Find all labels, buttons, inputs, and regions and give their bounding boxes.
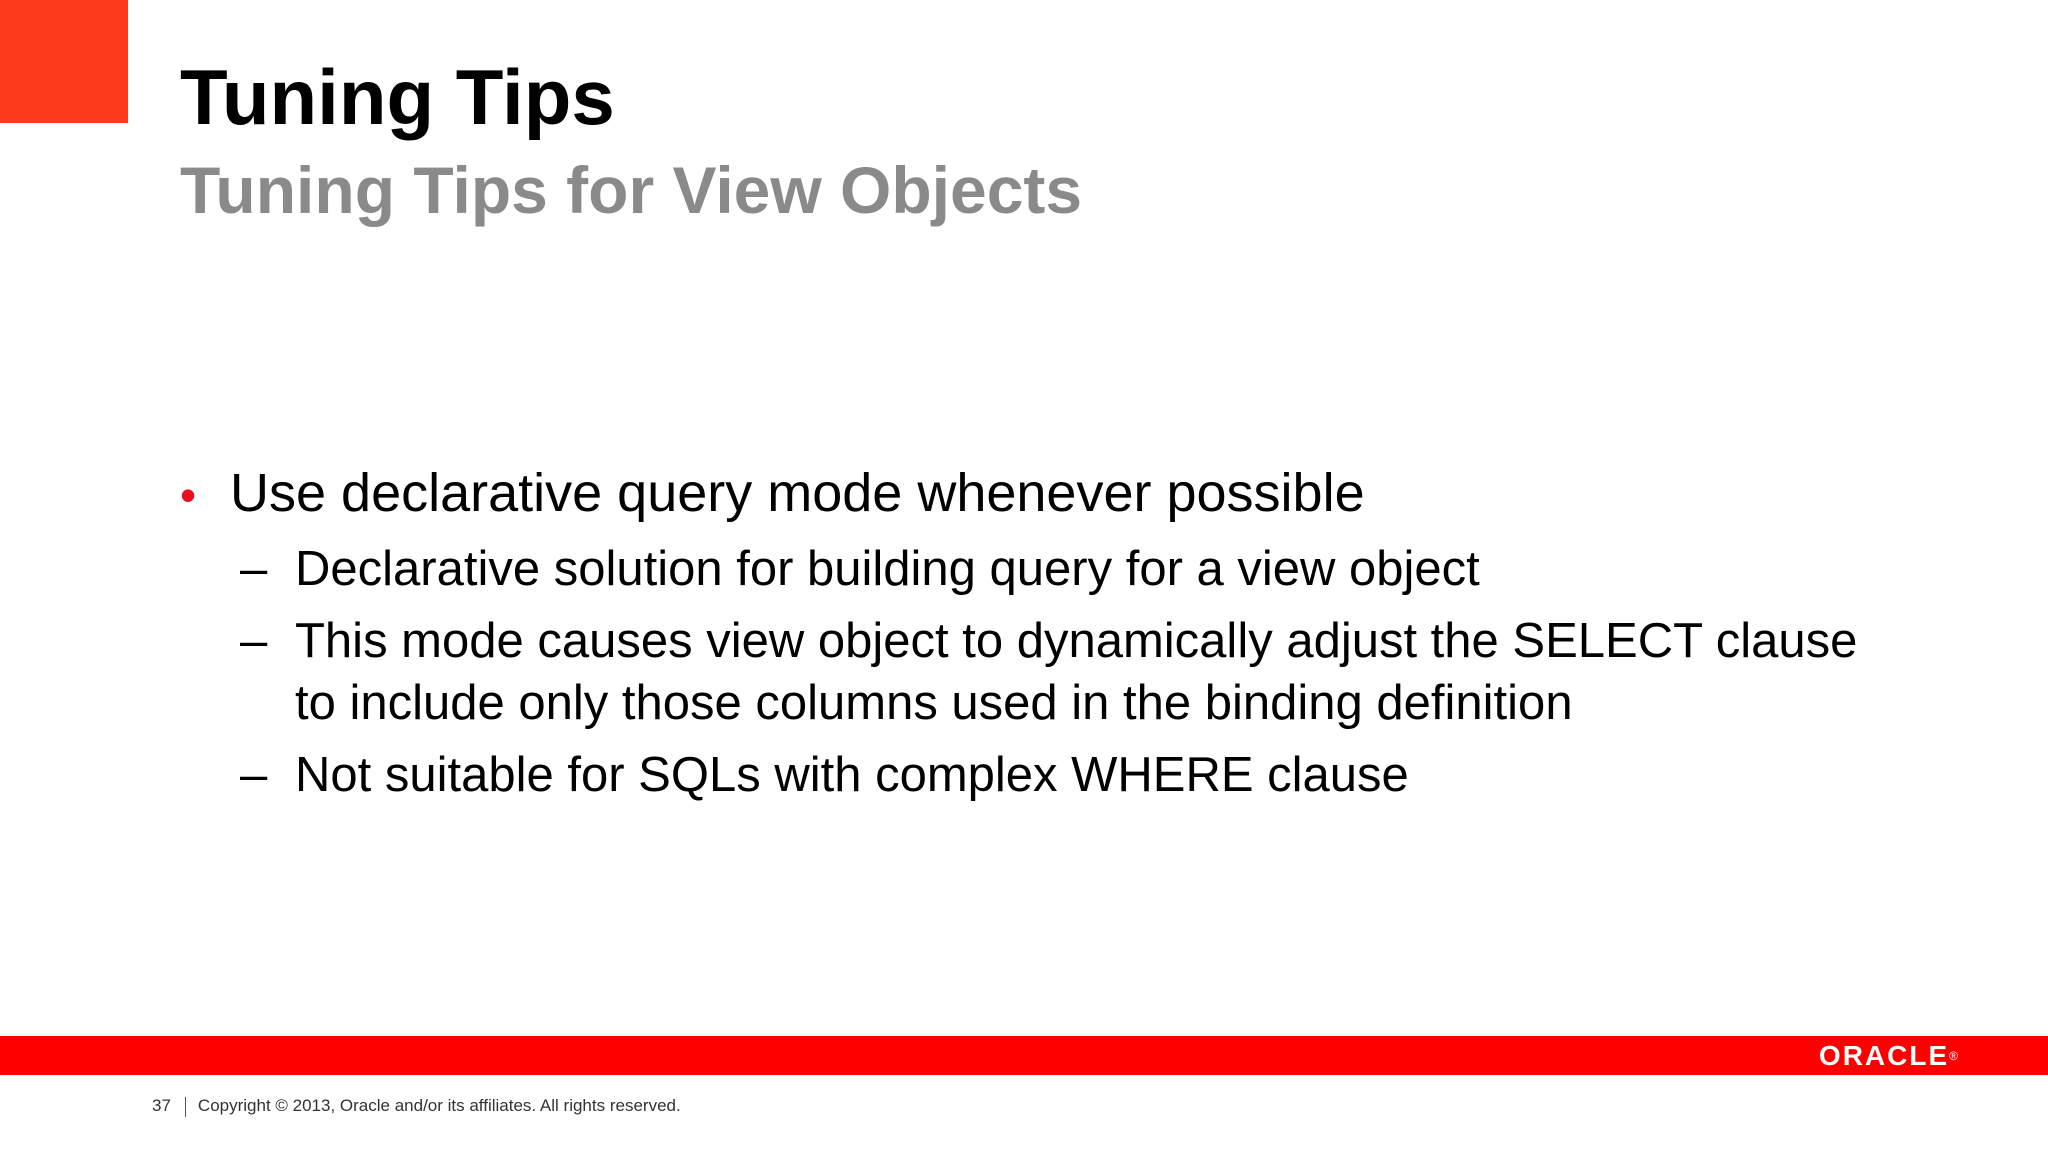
sub-bullet-text: Not suitable for SQLs with complex WHERE clause [295,748,1409,802]
bullet-marker: • [180,469,197,521]
sub-bullet-item [240,744,1409,806]
slide-title: Tuning Tips [180,53,615,141]
copyright-text: Copyright © 2013, Oracle and/or its affiliates. All rights reserved. [197,1096,681,1115]
page-number: 37 [152,1096,171,1115]
sub-bullet-marker: – [240,614,268,668]
slide-subtitle: Tuning Tips for View Objects [180,153,1083,227]
slide-footer [152,1096,681,1117]
sub-bullet-text: Declarative solution for building query for a view object [295,542,1480,596]
bullet-item [180,460,1365,528]
sub-bullet-item [240,610,1857,734]
sub-bullet-text: This mode causes view object to dynamically adjust the SELECT clause [295,614,1858,668]
bullet-text: Use declarative query mode whenever possible [230,463,1365,523]
sub-bullet-marker: – [240,748,268,802]
registered-mark: ® [1949,1049,1958,1063]
oracle-logo-text: ORACLE [1818,1040,1950,1071]
oracle-logo [1819,1040,1958,1072]
sub-bullet-marker: – [240,542,268,596]
footer-divider [185,1097,186,1117]
footer-bar [0,1036,2048,1075]
sub-bullet-item [240,538,1480,600]
sub-bullet-text-continuation: to include only those columns used in the binding definition [295,676,1573,730]
